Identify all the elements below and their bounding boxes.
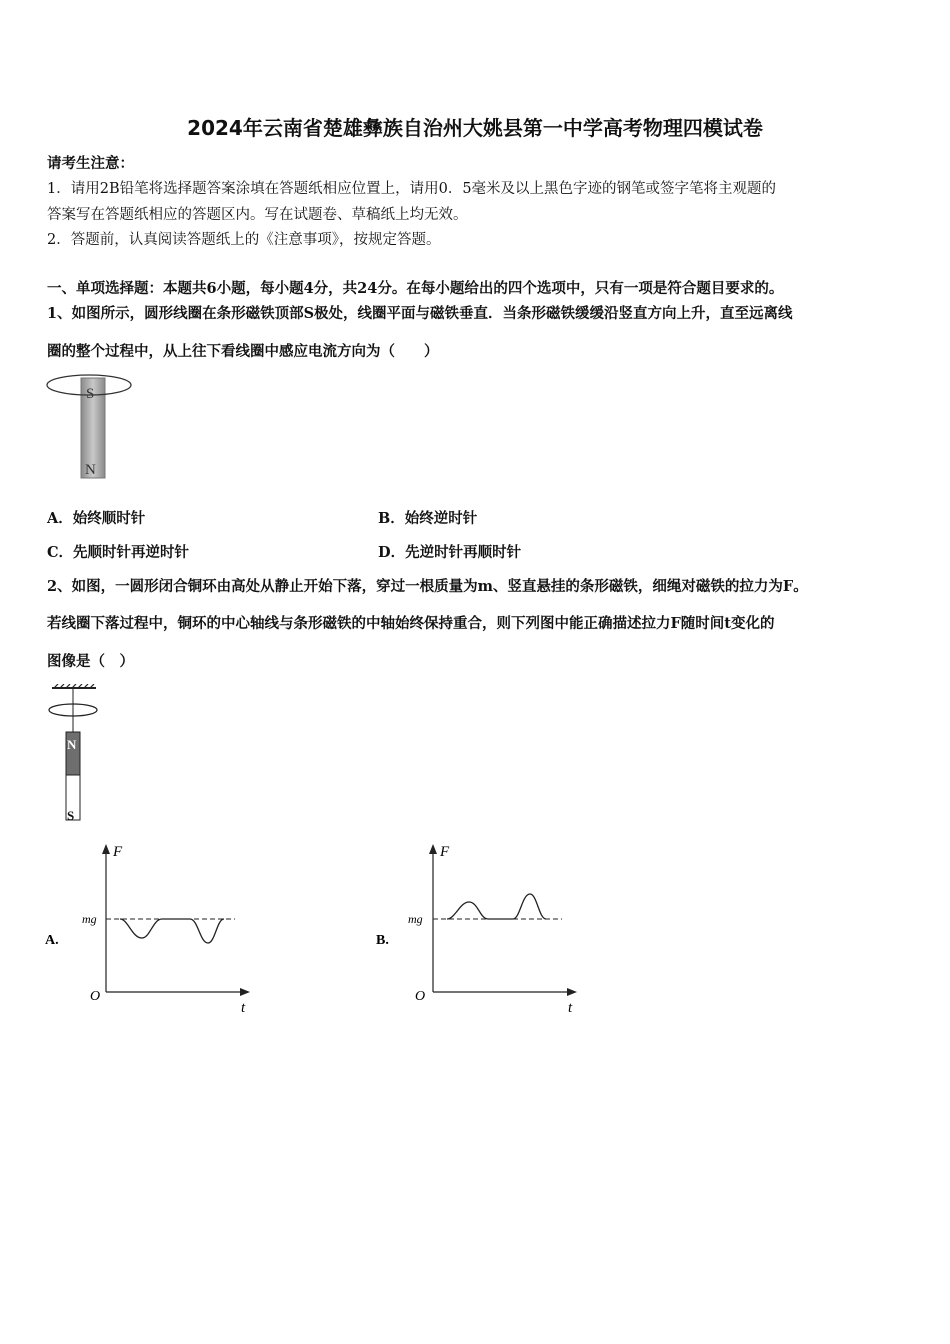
notice-item-2: 2．答题前，认真阅读答题纸上的《注意事项》，按规定答题。	[47, 232, 441, 248]
graph-a-y-arrow-icon	[102, 844, 110, 854]
q1-pole-top: S	[86, 386, 95, 402]
graph-b-y-arrow-icon	[429, 844, 437, 854]
graph-a-y-label: F	[113, 844, 123, 860]
graph-a-x-arrow-icon	[240, 988, 250, 996]
graph-b-curve	[447, 894, 546, 919]
graph-a-origin: O	[90, 989, 101, 1004]
graph-b-x-label: t	[568, 1000, 573, 1016]
q1-pole-bottom: N	[85, 462, 96, 478]
q1-option-b[interactable]: B．始终逆时针	[378, 510, 478, 527]
q1-option-a[interactable]: A．始终顺时针	[47, 510, 146, 527]
q2-pole-bottom: S	[67, 808, 75, 823]
notice-item-1-line-1: 1．请用2B铅笔将选择题答案涂填在答题纸相应位置上，请用0．5毫米及以上黑色字迹的钢笔或签字笔将主观题的	[47, 181, 777, 197]
graph-b-origin: O	[415, 989, 426, 1004]
q2-pole-top: N	[67, 737, 77, 752]
graph-a	[40, 840, 255, 1020]
q2-stem-line-1: 2、如图，一圆形闭合铜环由高处从静止开始下落，穿过一根质量为m、竖直悬挂的条形磁铁，细绳对磁铁的拉力为F。	[47, 578, 808, 595]
graph-a-mg-label: mg	[82, 912, 97, 926]
q1-option-c[interactable]: C．先顺时针再逆时针	[47, 544, 190, 561]
graph-a-x-label: t	[241, 1000, 246, 1016]
graph-b-y-label: F	[440, 844, 450, 860]
page-title: 2024年云南省楚雄彝族自治州大姚县第一中学高考物理四模试卷	[187, 116, 763, 140]
graph-a-option-label[interactable]: A.	[45, 933, 59, 948]
q2-hanging-magnet-figure	[44, 684, 104, 824]
notice-heading: 请考生注意：	[47, 155, 134, 172]
notice-item-1-line-2: 答案写在答题纸相应的答题区内。写在试题卷、草稿纸上均无效。	[47, 207, 468, 223]
section-1-heading: 一、单项选择题：本题共6小题，每小题4分，共24分。在每小题给出的四个选项中，只有一项是符合题目要求的。	[47, 280, 784, 297]
q1-stem-line-1: 1、如图所示，圆形线圈在条形磁铁顶部S极处，线圈平面与磁铁垂直．当条形磁铁缓缓沿竖直方向上升，直至远离线	[47, 305, 793, 322]
q1-stem-line-2: 圈的整个过程中，从上往下看线圈中感应电流方向为（ ）	[47, 343, 439, 360]
graph-a-curve	[120, 919, 224, 943]
graph-b-option-label[interactable]: B.	[376, 933, 389, 948]
q1-option-d[interactable]: D．先逆时针再顺时针	[378, 544, 522, 561]
graph-b	[370, 840, 585, 1020]
graph-b-x-arrow-icon	[567, 988, 577, 996]
q2-stem-line-2: 若线圈下落过程中，铜环的中心轴线与条形磁铁的中轴始终保持重合，则下列图中能正确描述拉力F随时间t变化的	[47, 615, 775, 632]
graph-b-mg-label: mg	[408, 912, 423, 926]
q2-stem-line-3: 图像是（ ）	[47, 653, 134, 670]
q1-magnet-figure	[44, 368, 139, 484]
